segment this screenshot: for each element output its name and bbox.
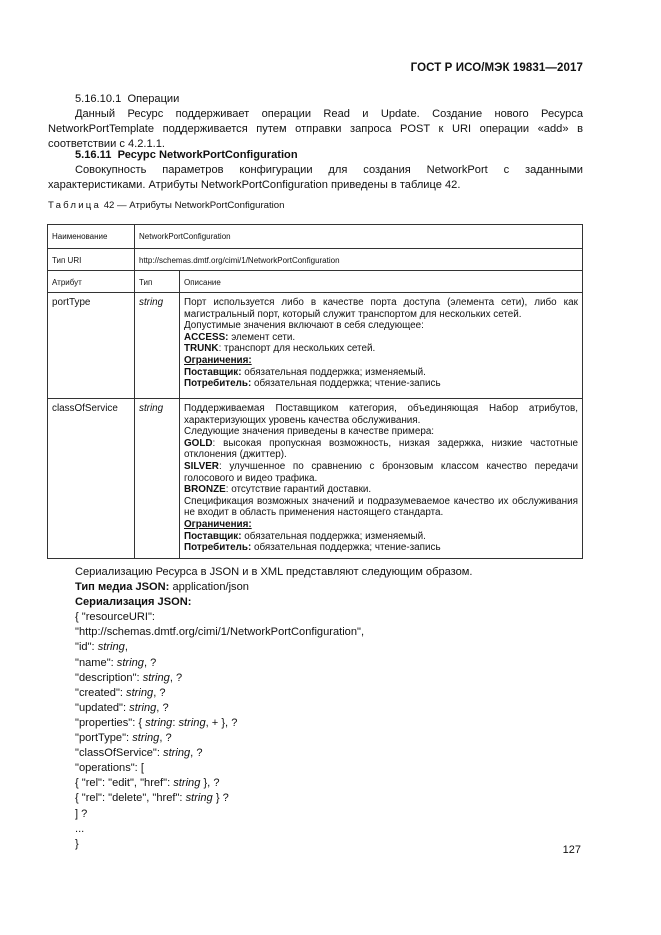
code-suffix: }, ? [200,777,220,790]
code-type: string [97,641,125,654]
uri-value: http://schemas.dmtf.org/cimi/1/NetworkPortConfiguration [139,256,340,265]
constraints-heading: Ограничения: [184,354,252,366]
code-key: "created": [75,686,127,699]
consumer-key: Потребитель: [184,542,252,554]
section-number: 5.16.11 [75,149,112,161]
code-key: "properties": { [75,716,146,729]
value-line [184,461,578,484]
json-heading: Сериализация JSON: [75,596,192,609]
code-line: "operations": [ [75,762,144,775]
code-line: "http://schemas.dmtf.org/cimi/1/NetworkPortConfiguration", [75,626,365,639]
attr-type: string [139,403,164,414]
value-line [184,438,578,461]
code-key: "description": [75,671,143,684]
section-operations [48,92,583,152]
value-text: : отсутствие гарантий доставки. [225,484,372,496]
value-text: : высокая пропускная возможность, низкая задержка, низкие частотные отклонения (джиттер). [184,437,578,461]
consumer-text: обязательная поддержка; чтение-запись [251,378,441,390]
code-line: ] ? [75,807,88,820]
document-header: ГОСТ Р ИСО/МЭК 19831—2017 [410,62,583,74]
constraints-heading: Ограничения: [184,518,252,530]
value-key: GOLD [184,437,213,449]
code-type: string [126,686,154,699]
code-type: string [116,656,144,669]
section-heading-operations [48,92,583,107]
code-suffix: , ? [143,656,157,669]
description: Порт используется либо в качестве порта доступа (элемента сети), либо как магистральный порт, который служит транспортом для нескольких сетей. [184,297,578,320]
provider-text: обязательная поддержка; изменяемый. [241,366,426,378]
code-line [75,746,473,761]
description: Допустимые значения включают в себя следующее: [184,320,424,332]
code-key: { "rel": "edit", "href": [75,777,174,790]
table-row [48,249,583,271]
code-line [75,716,473,731]
table-cell [48,293,135,399]
table-row [48,293,583,399]
provider-line [184,367,578,379]
code-suffix: , + }, ? [205,716,238,729]
provider-key: Поставщик: [184,366,242,378]
paragraph: Данный Ресурс поддерживает операции Read и Update. Создание нового Ресурса NetworkPortTemplate поддерживается путем отправки запроса POST к URI операции «add» в соответствии с 4.2.1.1. [48,108,583,150]
code-suffix: , ? [169,671,183,684]
value-line [184,343,578,355]
consumer-text: обязательная поддержка; чтение-запись [251,542,441,554]
code-suffix: , ? [153,686,166,699]
code-line [75,686,473,701]
table-row [48,225,583,249]
uri-label: Тип URI [52,256,82,265]
table-cell [180,293,583,399]
table-cell [135,399,180,559]
attr-name: classOfService [52,403,118,414]
code-type: string [178,716,206,729]
serialization-intro: Сериализацию Ресурса в JSON и в XML представляют следующим образом. [75,566,473,578]
code-key: "portType": [75,732,133,745]
code-type: string [129,701,157,714]
provider-line [184,531,578,543]
table-row [48,399,583,559]
value-line [184,332,578,344]
table-cell [135,249,583,271]
code-sep: : [172,716,179,729]
table-caption [48,200,284,211]
section-resource [48,148,583,193]
code-line [75,776,473,791]
table-cell [135,293,180,399]
description: Поддерживаемая Поставщиком категория, объединяющая Набор атрибутов, характеризующих уровень качества обслуживания. [184,403,578,426]
code-key: "id": [75,641,98,654]
media-type-value: application/json [169,581,249,594]
name-value: NetworkPortConfiguration [139,232,231,241]
code-suffix: , [124,641,128,654]
value-text: : улучшенное по сравнению с бронзовым классом качество передачи голосового и видео трафика. [184,460,578,484]
code-type: string [145,716,173,729]
value-text: : транспорт для нескольких сетей. [218,343,376,355]
attributes-table [47,224,583,559]
code-line: ... [75,822,85,835]
description: Следующие значения приведены в качестве примера: [184,426,435,438]
json-serialization [75,565,473,852]
section-title: Операции [127,93,180,105]
section-number: 5.16.10.1 [75,93,122,105]
code-line [75,640,473,655]
table-caption-text: 42 — Атрибуты NetworkPortConfiguration [103,200,285,211]
section-title: Ресурс NetworkPortConfiguration [117,149,298,161]
media-type-label: Тип медиа JSON: [75,581,170,594]
code-line: { "resourceURI": [75,611,156,624]
column-header: Атрибут [48,271,135,293]
code-line [75,671,473,686]
column-header: Описание [180,271,583,293]
code-key: { "rel": "delete", "href": [75,792,186,805]
table-caption-label: Таблица [48,200,102,211]
value-key: SILVER [184,460,219,472]
code-line [75,731,473,746]
table-cell [48,249,135,271]
description: Спецификация возможных значений и подразумеваемое качество их обслуживания не входит в область применения настоящего стандарта. [184,495,578,519]
code-suffix: } ? [212,792,229,805]
section-heading-resource [48,148,583,163]
provider-text: обязательная поддержка; изменяемый. [241,530,426,542]
value-line [184,484,578,496]
code-key: "name": [75,656,117,669]
code-suffix: , ? [159,732,172,745]
code-suffix: , ? [190,747,203,760]
value-key: BRONZE [184,484,226,496]
code-type: string [132,732,160,745]
paragraph: Совокупность параметров конфигурации для создания NetworkPort с заданными характеристиками. Атрибуты NetworkPortConfiguration приведены в таблице 42. [48,164,583,191]
value-key: TRUNK [184,343,219,355]
table-cell [180,399,583,559]
table-cell [135,225,583,249]
code-type: string [173,777,201,790]
code-key: "updated": [75,701,130,714]
consumer-line [184,542,578,554]
table-cell [48,225,135,249]
code-type: string [163,747,191,760]
value-key: ACCESS: [184,331,229,343]
table-cell [48,399,135,559]
attr-type: string [139,297,164,308]
code-line [75,656,473,671]
page-number: 127 [562,844,581,856]
value-text: элемент сети. [228,331,296,343]
code-suffix: , ? [156,701,169,714]
media-type-line [75,580,473,595]
code-line: } [75,837,79,850]
code-type: string [185,792,213,805]
code-type: string [142,671,170,684]
table-header-row [48,271,583,293]
consumer-line [184,378,578,390]
consumer-key: Потребитель: [184,378,252,390]
code-key: "classOfService": [75,747,164,760]
name-label: Наименование [52,232,108,241]
provider-key: Поставщик: [184,530,242,542]
column-header: Тип [135,271,180,293]
code-line [75,701,473,716]
attr-name: portType [52,297,91,308]
code-line [75,791,473,806]
